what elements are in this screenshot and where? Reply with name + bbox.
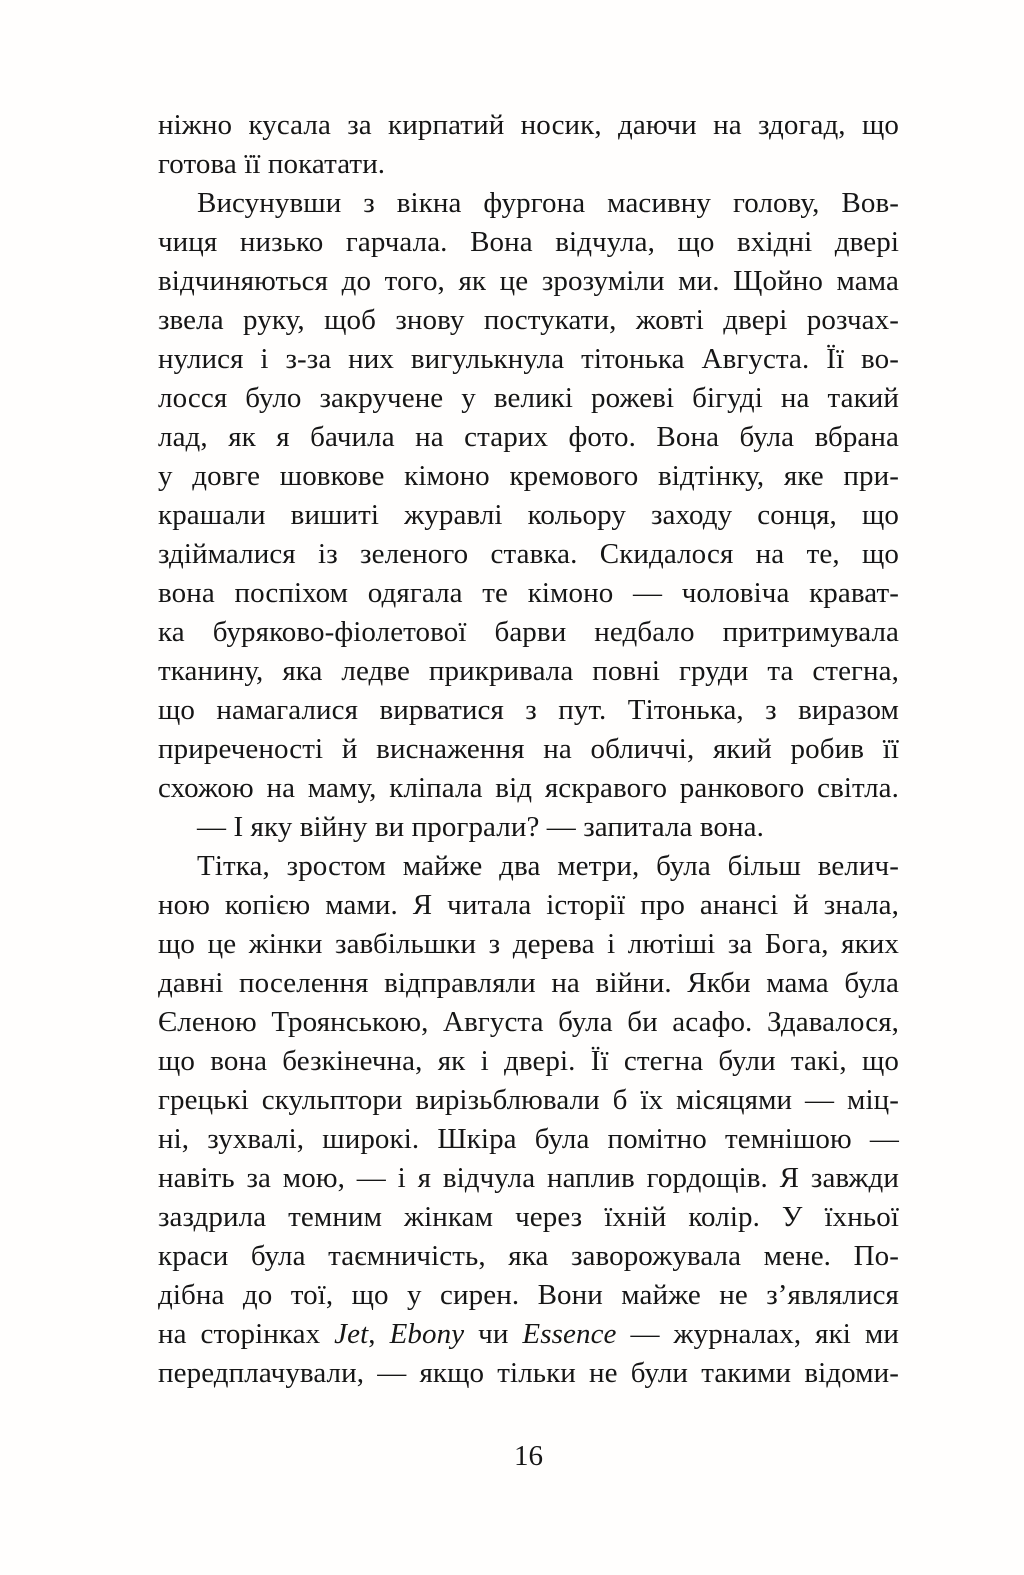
text-line: навіть за мою, — і я відчула наплив гордощів. Я завжди [158,1162,899,1194]
text-line: що вона безкінечна, як і двері. Її стегна були такі, що [158,1045,899,1077]
text-line: крашали вишиті журавлі кольору заходу сонця, що [158,499,899,531]
text-line: нулися і з-за них вигулькнула тітонька Августа. Її во- [158,343,899,375]
text-line: давні поселення відправляли на війни. Якби мама була [158,967,899,999]
text-line: здіймалися із зеленого ставка. Скидалося на те, що [158,538,899,570]
text-line: ніжно кусала за кирпатий носик, даючи на здогад, що [158,109,899,141]
text-line: вона поспіхом одягала те кімоно — чоловіча крават- [158,577,899,609]
magazine-title-italic: Jet [334,1318,369,1350]
text-line: краси була таємничість, яка заворожувала мене. По- [158,1240,899,1272]
text-segment: — журналах, які ми [616,1318,899,1350]
text-line: Тітка, зростом майже два метри, була більш велич- [197,850,899,882]
text-line: відчиняються до того, як це зрозуміли ми. Щойно мама [158,265,899,297]
text-line: Висунувши з вікна фургона масивну голову, Вов- [197,187,899,219]
text-segment: , [368,1318,390,1350]
text-line: що це жінки завбільшки з дерева і лютіші за Бога, яких [158,928,899,960]
text-line: ні, зухвалі, широкі. Шкіра була помітно темнішою — [158,1123,899,1155]
text-segment: чи [464,1318,523,1350]
text-segment: на сторінках [158,1318,335,1350]
text-line: приреченості й виснаження на обличчі, який робив її [158,733,899,765]
text-line: у довге шовкове кімоно кремового відтінку, яке при- [158,460,899,492]
text-line: ною копією мами. Я читала історії про анансі й знала, [158,889,899,921]
text-line: що намагалися вирватися з пут. Тітонька, з виразом [158,694,899,726]
body-text [158,106,899,1393]
page-number: 16 [514,1440,543,1472]
text-line: заздрила темним жінкам через їхній колір. У їхньої [158,1201,899,1233]
magazine-title-italic: Ebony [389,1318,465,1350]
text-line: схожою на маму, кліпала від яскравого ранкового світла. [158,772,899,804]
text-line: тканину, яка ледве прикривала повні груди та стегна, [158,655,899,687]
text-line: Єленою Троянською, Августа була би асафо. Здавалося, [158,1006,899,1038]
text-line: дібна до тої, що у сирен. Вони майже не з’являлися [158,1279,899,1311]
text-line: лад, як я бачила на старих фото. Вона була вбрана [158,421,899,453]
text-line: грецькі скульптори вирізьблювали б їх місяцями — міц- [158,1084,899,1116]
text-line: передплачували, — якщо тільки не були такими відоми- [158,1357,899,1389]
magazine-title-italic: Essence [522,1318,617,1350]
dialogue-line: — І яку війну ви програли? — запитала вона. [197,811,764,843]
text-line: звела руку, щоб знову постукати, жовті двері розчах- [158,304,899,336]
text-line: лосся було закручене у великі рожеві бігуді на такий [158,382,899,414]
text-line: чиця низько гарчала. Вона відчула, що вхідні двері [158,226,899,258]
text-line: готова її покатати. [158,148,386,180]
text-line: ка буряково-фіолетової барви недбало притримувала [158,616,899,648]
text-line-with-italics [158,1315,899,1354]
